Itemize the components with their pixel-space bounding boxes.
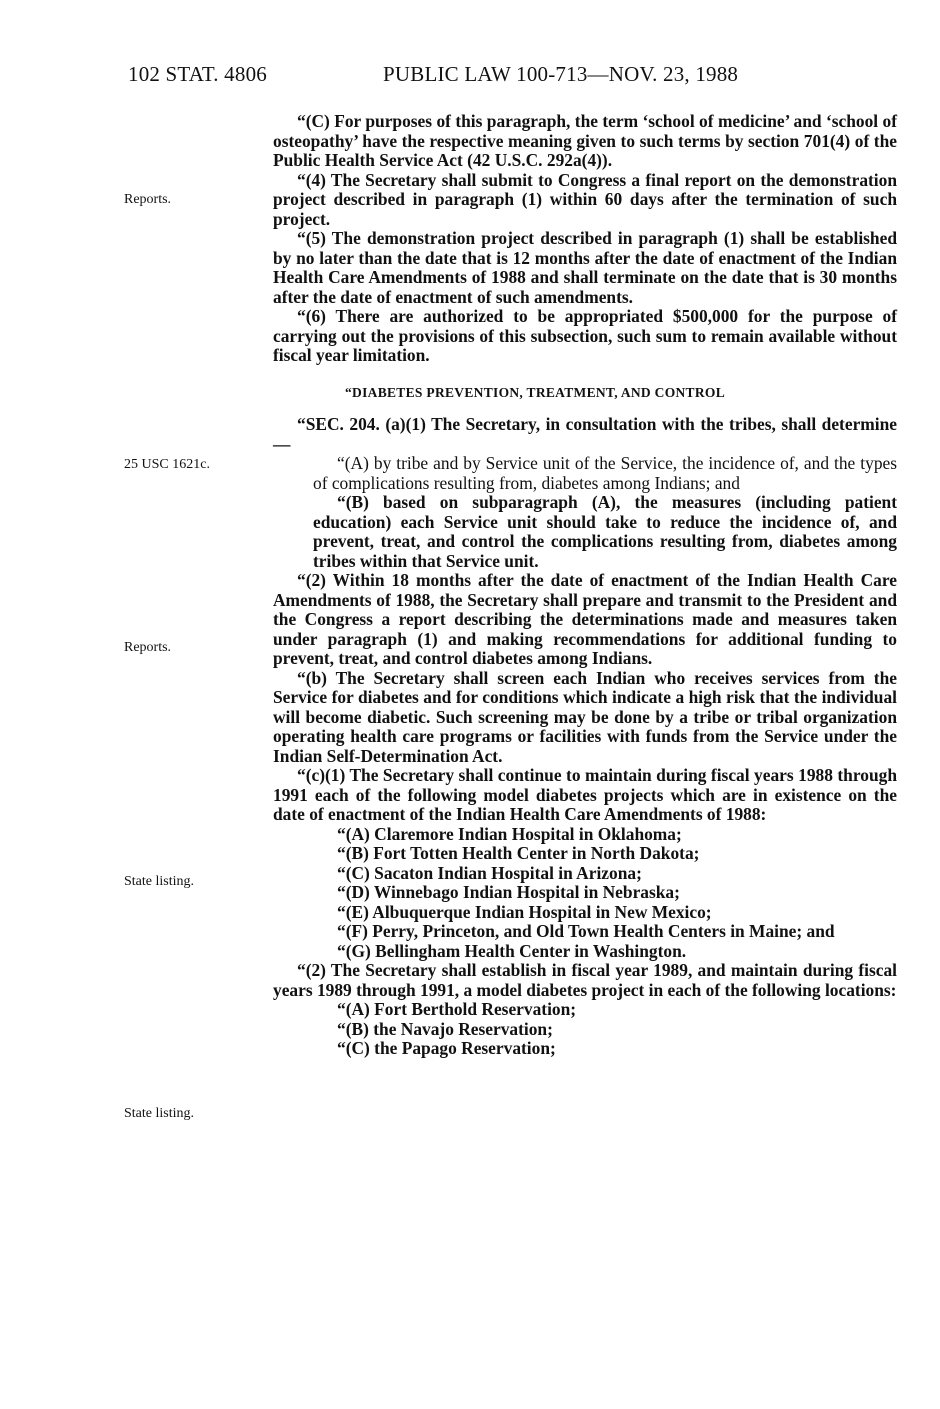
margin-note-usc: 25 USC 1621c. (124, 457, 210, 472)
margin-note-state-listing: State listing. (124, 874, 194, 889)
paragraph-a2: “(2) Within 18 months after the date of enactment of the Indian Health Care Amendments of 1988, the Secretary shall prepare and transmit to the President and the Congress a report describing the determinations made and measures taken under paragraph (1) and making recommendations for additional funding to prevent, treat, and control diabetes among Indians. (273, 570, 897, 668)
subsection-b: “(b) The Secretary shall screen each Indian who receives services from the Service for diabetes and for conditions which indicate a high risk that the individual will become diabetic. Such screening may be done by a tribe or tribal organization operating health care programs or facilities with funds from the Service under the Indian Self-Determination Act. (273, 667, 897, 766)
law-title-date: PUBLIC LAW 100-713—NOV. 23, 1988 (383, 62, 739, 86)
section-204-intro: “SEC. 204. (a)(1) The Secretary, in consultation with the tribes, shall determine— (273, 414, 897, 454)
list-item: “(B) the Navajo Reservation; (337, 1018, 553, 1039)
margin-note-reports: Reports. (124, 192, 172, 207)
list-item: “(E) Albuquerque Indian Hospital in New Mexico; (337, 901, 712, 922)
list-item: “(F) Perry, Princeton, and Old Town Health Centers in Maine; and (337, 921, 835, 941)
margin-note-reports: Reports. (124, 640, 172, 655)
paragraph-c: “(C) For purposes of this paragraph, the term ‘school of medicine’ and ‘school of osteopathy’ have the respective meaning given to such terms by section 701(4) of the Public Health Service Act (42 U.S.C. 292a(4)). (273, 111, 897, 170)
subparagraph-a: “(A) by tribe and by Service unit of the Service, the incidence of, and the types of complications resulting from, diabetes among Indians; and (313, 453, 897, 493)
statute-citation: 102 STAT. 4806 (128, 62, 267, 86)
list-item: “(D) Winnebago Indian Hospital in Nebraska; (337, 882, 680, 902)
subsection-c2: “(2) The Secretary shall establish in fiscal year 1989, and maintain during fiscal years 1989 through 1991, a model diabetes project in each of the following locations: (273, 960, 897, 1000)
subsection-c1: “(c)(1) The Secretary shall continue to maintain during fiscal years 1988 through 1991 each of the following model diabetes projects which are in existence on the date of enactment of the Indian Health Care Amendments of 1988: (273, 765, 897, 824)
list-item: “(B) Fort Totten Health Center in North Dakota; (337, 843, 700, 863)
list-item: “(C) the Papago Reservation; (337, 1038, 556, 1058)
paragraph-6: “(6) There are authorized to be appropriated $500,000 for the purpose of carrying out the provisions of this subsection, such sum to remain available without fiscal year limitation. (273, 306, 897, 365)
document-body (273, 112, 897, 1059)
subparagraph-b: “(B) based on subparagraph (A), the measures (including patient education) each Service unit should take to reduce the incidence of, and prevent, treat, and control the complications resulting from, diabetes among tribes within that Service unit. (313, 492, 897, 571)
paragraph-4: “(4) The Secretary shall submit to Congress a final report on the demonstration project described in paragraph (1) within 60 days after the termination of such project. (273, 169, 897, 229)
list-item: “(A) Fort Berthold Reservation; (337, 999, 577, 1019)
list-item: “(G) Bellingham Health Center in Washington. (337, 940, 687, 961)
list-item: “(A) Claremore Indian Hospital in Oklahoma; (337, 823, 682, 844)
paragraph-5: “(5) The demonstration project described in paragraph (1) shall be established by no later than the date that is 12 months after the date of enactment of the Indian Health Care Amendments of 1988 and shall terminate on the date that is 30 months after the date of enactment of such amendments. (273, 228, 897, 307)
margin-note-state-listing: State listing. (124, 1106, 194, 1121)
list-item: “(C) Sacaton Indian Hospital in Arizona; (337, 862, 642, 883)
section-heading: “DIABETES PREVENTION, TREATMENT, AND CONTROL (345, 384, 726, 400)
